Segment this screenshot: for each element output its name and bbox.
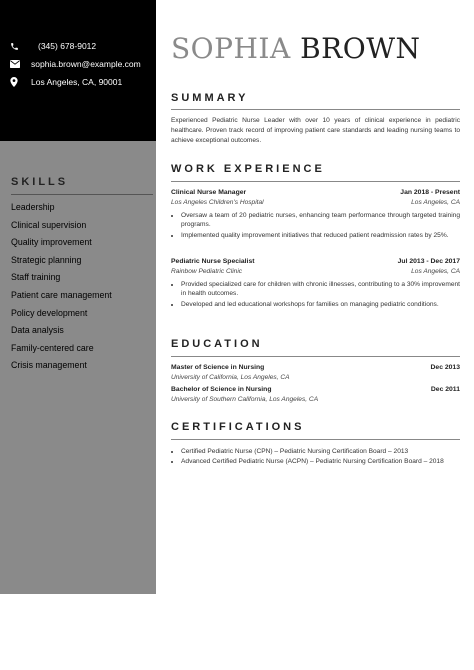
degree-date: Dec 2011 xyxy=(430,386,460,393)
school-name: University of California, Los Angeles, CA xyxy=(171,374,290,381)
job-bullet: • Provided specialized care for children with chronic illnesses, contributing to a 30% improvement in health outcomes. xyxy=(181,280,460,299)
summary-divider xyxy=(171,109,460,110)
skill-item: Quality improvement xyxy=(11,237,92,248)
job-bullet: • Developed and led educational workshops for families on managing pediatric conditions. xyxy=(181,300,460,309)
education-divider xyxy=(171,356,460,357)
skills-divider xyxy=(11,194,153,195)
last-name: BROWN xyxy=(300,32,421,65)
skill-item: Leadership xyxy=(11,202,55,212)
skill-item: Patient care management xyxy=(11,289,112,300)
job-location: Los Angeles, CA xyxy=(411,268,460,275)
summary-text: Experienced Pediatric Nurse Leader with over 10 years of clinical experience in pediatric healthcare. Proven track record of improving patient care standards and leading nursing teams to achieve exceptional outcomes. xyxy=(171,117,460,144)
certifications-list xyxy=(171,447,460,468)
job-bullet: • Oversaw a team of 20 pediatric nurses, enhancing team performance through targeted training programs. xyxy=(181,211,460,230)
experience-divider xyxy=(171,181,460,182)
skill-item: Family-centered care xyxy=(11,342,94,353)
envelope-icon xyxy=(10,60,24,68)
skill-item: Strategic planning xyxy=(11,254,82,265)
school-name: University of Southern California, Los Angeles, CA xyxy=(171,396,319,403)
job-title: Clinical Nurse Manager xyxy=(171,189,247,196)
degree-date: Dec 2013 xyxy=(430,364,460,371)
skill-item: Staff training xyxy=(11,272,61,283)
skills-heading: SKILLS xyxy=(11,176,69,188)
contact-location xyxy=(10,77,122,87)
contact-phone xyxy=(10,41,96,51)
job-bullets xyxy=(171,280,460,310)
sidebar-contact-panel xyxy=(0,0,156,141)
certifications-heading: CERTIFICATIONS xyxy=(171,421,305,433)
phone-icon xyxy=(10,42,24,51)
certification-item: • Advanced Certified Pediatric Nurse (ACPN) – Pediatric Nursing Certification Board – 2018 xyxy=(181,457,460,466)
job-bullets xyxy=(171,211,460,241)
job-title: Pediatric Nurse Specialist xyxy=(171,258,255,265)
education-heading: EDUCATION xyxy=(171,338,263,350)
contact-location-text: Los Angeles, CA, 90001 xyxy=(31,77,123,87)
skill-item: Crisis management xyxy=(11,360,87,371)
certifications-divider xyxy=(171,439,460,440)
skill-item: Clinical supervision xyxy=(11,219,87,230)
certification-item: • Certified Pediatric Nurse (CPN) – Pediatric Nursing Certification Board – 2013 xyxy=(181,447,460,456)
degree-title: Bachelor of Science in Nursing xyxy=(171,386,272,393)
location-pin-icon xyxy=(10,77,24,87)
skill-item: Policy development xyxy=(11,307,88,318)
job-location: Los Angeles, CA xyxy=(411,199,460,206)
skills-list xyxy=(11,201,112,377)
experience-heading: WORK EXPERIENCE xyxy=(171,163,325,175)
contact-phone-text: (345) 678-9012 xyxy=(38,41,97,51)
job-dates: Jan 2018 - Present xyxy=(400,189,460,196)
job-bullet: • Implemented quality improvement initiatives that reduced patient readmission rates by 25%. xyxy=(181,231,460,240)
contact-email xyxy=(10,59,141,69)
first-name: SOPHIA xyxy=(171,32,291,65)
job-dates: Jul 2013 - Dec 2017 xyxy=(397,258,460,265)
summary-heading: SUMMARY xyxy=(171,92,249,104)
job-company: Los Angeles Children's Hospital xyxy=(171,199,264,206)
contact-email-text: sophia.brown@example.com xyxy=(31,59,141,69)
job-company: Rainbow Pediatric Clinic xyxy=(171,268,243,275)
degree-title: Master of Science in Nursing xyxy=(171,364,265,371)
candidate-name xyxy=(171,32,421,65)
skill-item: Data analysis xyxy=(11,325,64,336)
